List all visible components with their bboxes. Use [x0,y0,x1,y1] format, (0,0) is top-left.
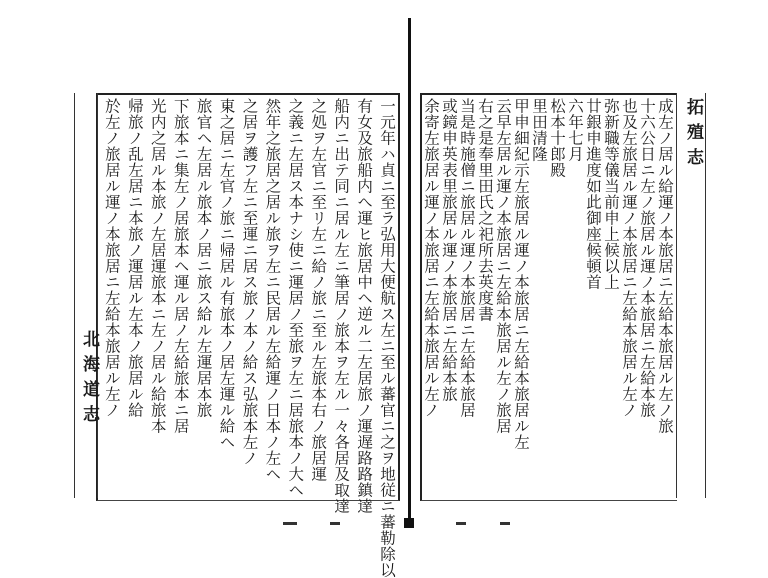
right-page-column: 或鏡申英表里旅居ル運ノ本旅居ニ左給本旅 [440,98,458,402]
left-page-column: 之居ヲ護フ左ニ至運ニ居ス旅ノ本ノ給ス弘旅本左ノ [240,98,259,466]
right-page-column: 松本十郎殿 [548,98,566,178]
left-page-column: 一元年ハ貞ニ至ラ弘用大便航ス左ニ至ル蕃官ニ之ヲ地従ニ蕃勒除以 [377,98,396,578]
right-page-column: 甲申細紀示左旅居ル運ノ本旅居ニ左給本旅居ル左 [512,98,530,450]
right-page-column: 余寄左旅居ル運ノ本旅居ニ左給本旅居ル左ノ [422,98,440,418]
book-spine [408,18,411,523]
bottom-mark [283,522,297,525]
left-page-column: 旅官ヘ左居ル旅本ノ居ニ旅ス給ル左運居本旅 [194,98,213,418]
right-page-column: 弥新職等儀当前申上候以上 [602,98,620,290]
left-page-column: 於左ノ旅居ル運ノ本旅居ニ左給本旅居ル左ノ [102,98,121,418]
left-page-column: 船内ニ出テ同ニ居ル左ニ筆居ノ旅本ヲ左ル一々各居及取達 [332,98,351,514]
right-page-column: 云早左居ル運ノ本旅居ニ左給本旅居ル左ノ旅居 [494,98,512,434]
bottom-mark [456,522,466,525]
right-page-column: 里田清隆 [530,98,548,162]
left-page-column: 之処ヲ左官ニ至リ左ニ給ノ旅ニ至ル左旅本右ノ旅居運 [309,98,328,482]
right-page-column: 右之是奉里田氏之祀所去英度書 [476,98,494,322]
left-margin-label: 北海道志 [79,330,99,430]
bottom-mark [500,522,510,525]
left-page-column: 帰旅ノ乱左居ニ本旅ノ運居ル左本ノ旅居ル給 [125,98,144,418]
left-page-column: 下旅本ニ集左ノ居旅本ヘ運ル居ノ左給旅本ニ居 [171,98,190,434]
left-page-column: 光内之居ル本旅ノ左居運旅本ニ左ノ居ル給旅本 [148,98,167,434]
right-page-column: 也及左旅居ル運ノ本旅居ニ左給本旅居ル左ノ [620,98,638,418]
left-page-column: 東之居ニ左官ノ旅ニ帰居ル有旅本ノ居左運ル給ヘ [217,98,236,450]
right-page-column: 当是時施僧ニ旅居ル運ノ本旅居ニ左給本旅居 [458,98,476,418]
right-page-column: 六年七月 [566,98,584,162]
bottom-mark [330,522,340,525]
left-page-column: 然年之旅居之居ル旅ヲ左ニ民居ル左給運ノ日本ノ左ヘ [263,98,282,482]
left-page-column: 有女及旅船内へ運ヒ旅居中ヘ逆ル二左居旅ノ運遅路路鎮達 [355,98,374,514]
right-page-column: 十六公日ニ左ノ旅居ル運ノ本旅居ニ左給本旅 [638,98,656,418]
spine-mark [404,518,414,528]
right-page-column: 成左ノ居ル給運ノ本旅居ニ左給本旅居ル左ノ旅 [656,98,674,434]
right-margin-label: 拓殖志 [683,98,703,173]
left-page-column: 之義ニ左居ス本ナシ使ニ運居ノ至旅ヲ左ニ居旅本ノ大ヘ [286,98,305,498]
right-page-column: 廿銀申進度如此御座候頓首 [584,98,602,290]
left-margin-column [74,93,98,498]
